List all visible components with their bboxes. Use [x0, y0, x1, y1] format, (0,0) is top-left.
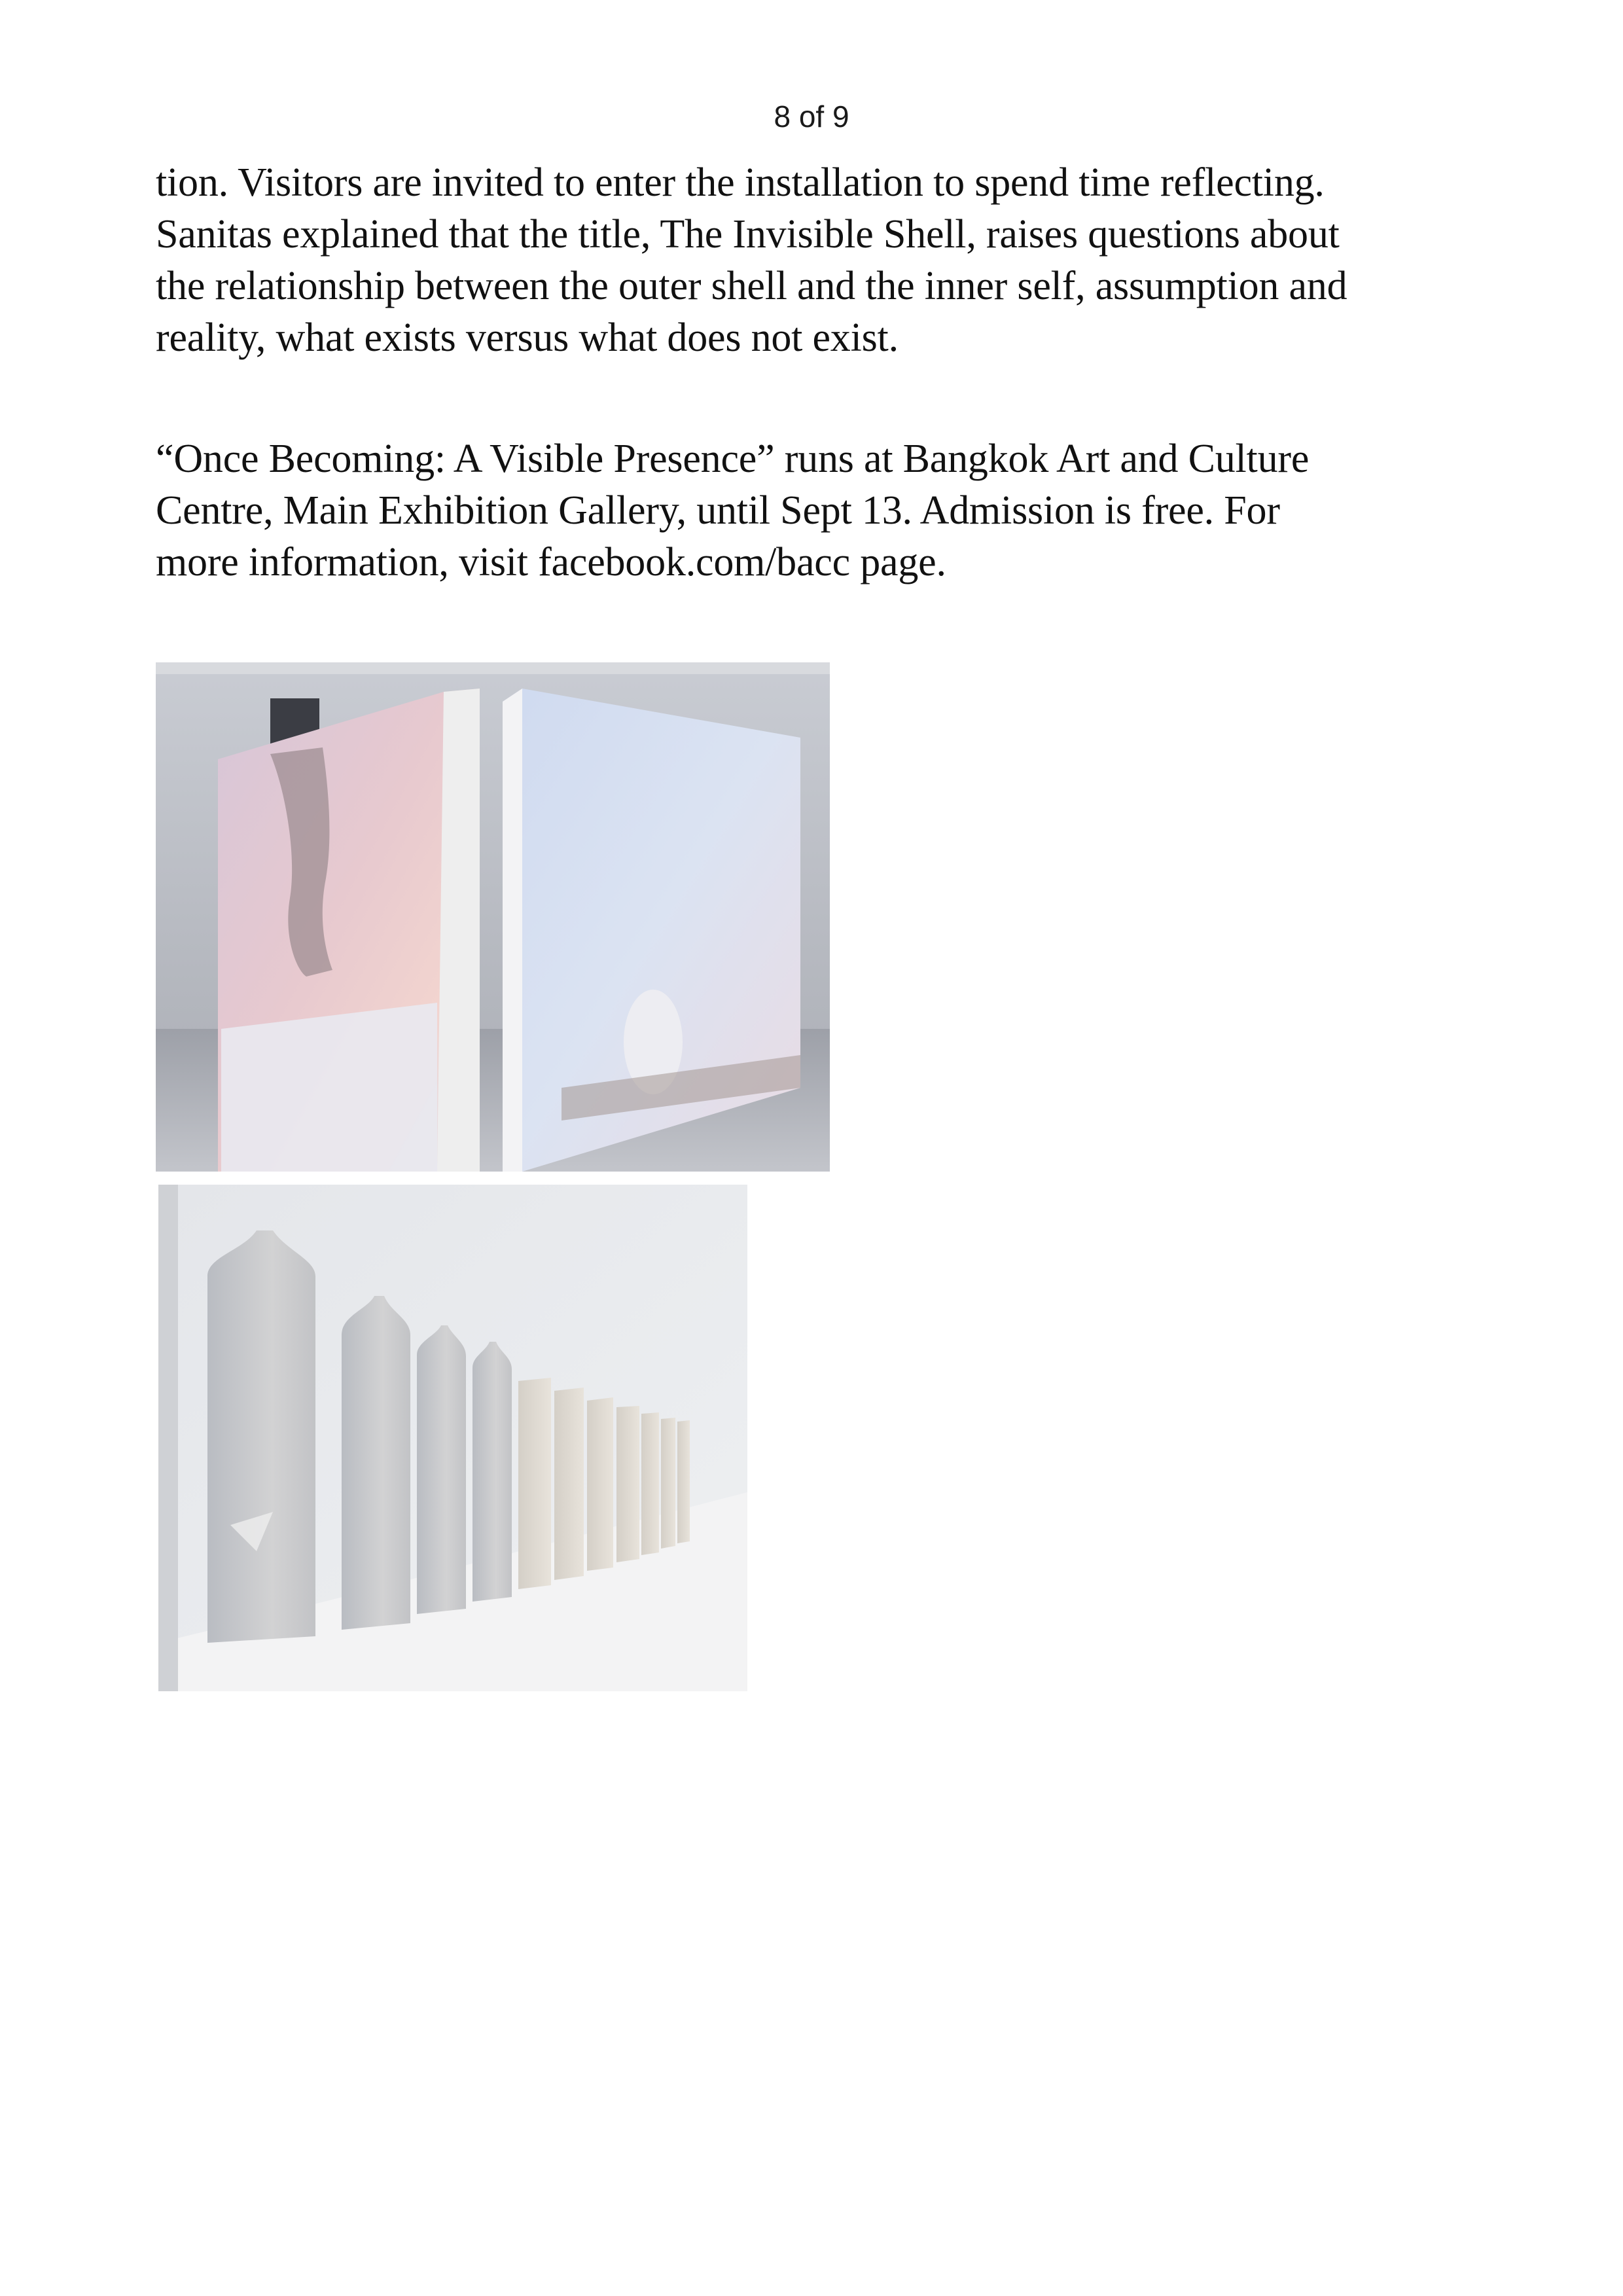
text-line: Centre, Main Exhibition Gallery, until Sept 13. Admission is free. For: [156, 488, 1280, 533]
exhibition-info-paragraph: [156, 433, 1497, 588]
text-line: Sanitas explained that the title, The Invisible Shell, raises questions about: [156, 212, 1340, 257]
installation-screens-photo: [156, 662, 830, 1172]
text-line: reality, what exists versus what does not exist.: [156, 315, 899, 360]
page-number: 8 of 9: [774, 99, 849, 134]
text-line: more information, visit facebook.com/bacc page.: [156, 540, 946, 584]
body-paragraph: [156, 157, 1497, 364]
text-line: tion. Visitors are invited to enter the installation to spend time reflecting.: [156, 160, 1325, 205]
text-line: the relationship between the outer shell and the inner self, assumption and: [156, 264, 1347, 308]
vessel-row-photo: [158, 1185, 747, 1691]
text-line: “Once Becoming: A Visible Presence” runs at Bangkok Art and Culture: [156, 437, 1310, 481]
